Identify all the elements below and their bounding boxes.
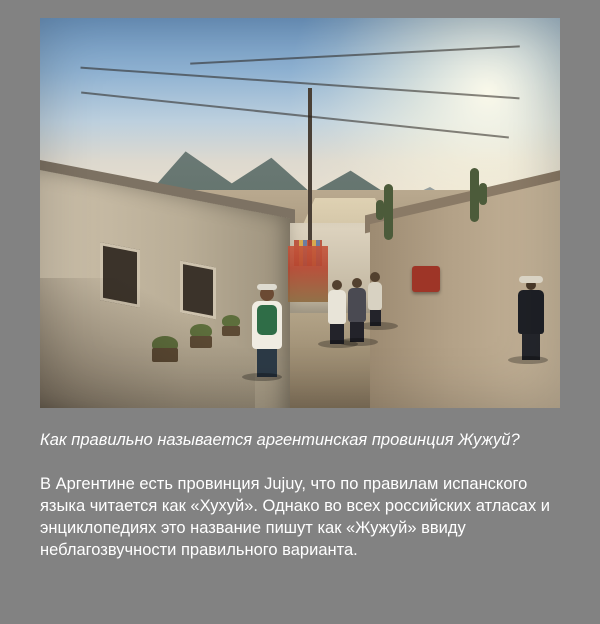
pedestrian-mid-b [348, 278, 366, 342]
pedestrian-far [368, 272, 382, 326]
pedestrian-torso [368, 282, 382, 310]
cactus-one [384, 184, 393, 240]
pedestrian-torso [328, 290, 346, 324]
answer-body-text: В Аргентине есть провинция Jujuy, что по правилам испанского языка читается как «Хухуй». Однако во всех российских атласах и энциклопедиях это название пишут как «Жужуй» ввиду неблагозвучности правильного варианта. [40, 474, 550, 559]
pedestrian-legs [370, 310, 381, 326]
pedestrian-torso [348, 288, 366, 322]
question-caption: Как правильно называется аргентинская провинция Жужуй? [40, 431, 520, 449]
pedestrian-torso [252, 301, 282, 349]
pedestrian-mid-a [328, 280, 346, 344]
sun-hat [257, 284, 277, 290]
pedestrian-head [352, 278, 362, 288]
market-stall [288, 246, 328, 302]
pedestrian-legs [257, 349, 277, 377]
sun-hat [519, 276, 543, 283]
utility-pole [308, 88, 312, 248]
pedestrian-legs [350, 322, 364, 342]
cactus-one-arm [376, 200, 384, 220]
red-vehicle [412, 266, 440, 292]
photo-street-scene [40, 18, 560, 408]
pedestrian-torso [518, 290, 544, 334]
pedestrian-legs [330, 324, 344, 344]
pedestrian-head [332, 280, 342, 290]
cactus-two [470, 168, 479, 222]
cactus-two-arm [479, 183, 487, 205]
backpack [257, 305, 277, 335]
pedestrian-right [518, 276, 544, 360]
pedestrian-head [370, 272, 380, 282]
foreground-shadow [40, 278, 255, 408]
pedestrian-with-backpack [252, 284, 282, 377]
pedestrian-legs [522, 334, 540, 360]
